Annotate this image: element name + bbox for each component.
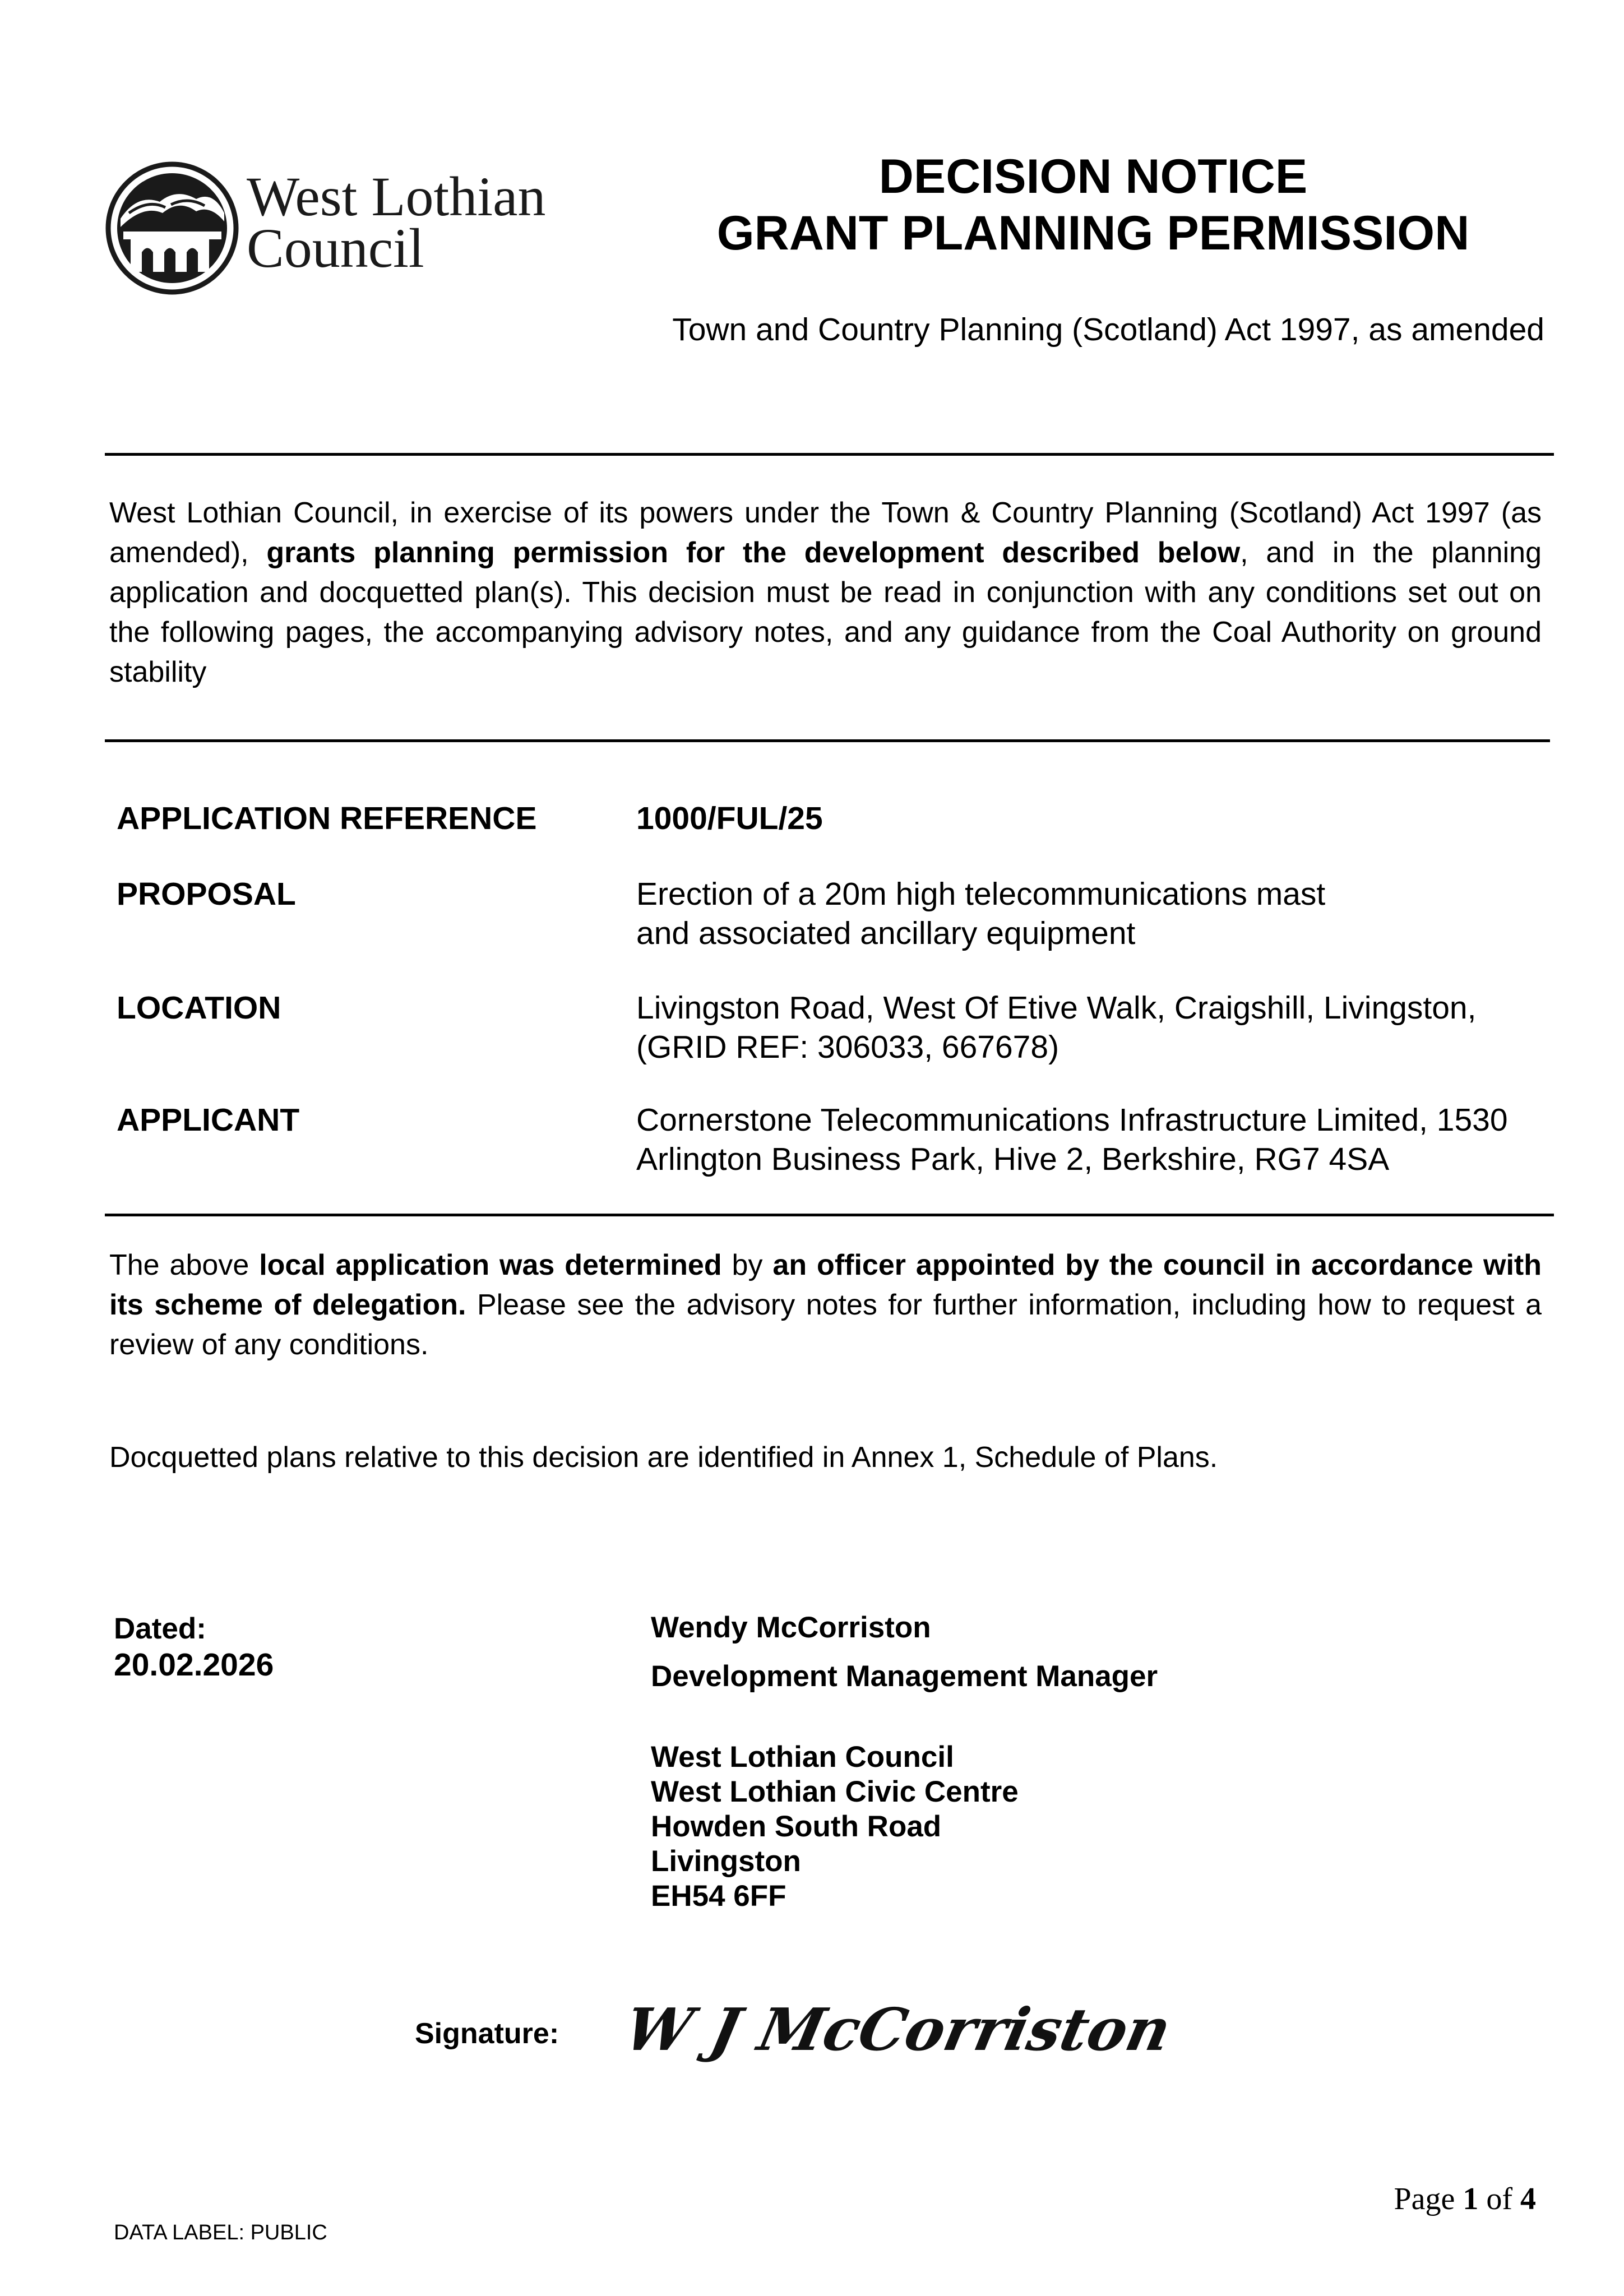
applicant-label: APPLICANT [117,1102,300,1138]
location-label: LOCATION [117,990,281,1026]
determination-text-1: The above [109,1249,260,1281]
council-logo-wordmark [247,165,546,279]
determination-paragraph [109,1246,1542,1365]
logo-line-1: West Lothian [247,165,546,228]
divider-top [105,453,1554,456]
location-line-2: (GRID REF: 306033, 667678) [636,1029,1059,1065]
logo-line-2: Council [247,217,424,279]
council-address [651,1740,1019,1914]
dated-label: Dated: [114,1612,206,1645]
address-line-2: West Lothian Civic Centre [651,1775,1019,1808]
page-current: 1 [1463,2182,1479,2216]
reference-value: 1000/FUL/25 [636,800,823,836]
page-word: Page [1394,2182,1455,2216]
address-line-3: Howden South Road [651,1810,942,1843]
applicant-line-1: Cornerstone Telecommunications Infrastructure Limited, 1530 [636,1102,1508,1138]
document-title-line-2: GRANT PLANNING PERMISSION [716,206,1470,260]
intro-text-end: , and in the planning application and docquetted plan(s). This decision must be read in conjunction with any conditions set out on the following pages, the accompanying advisory notes, and any guidance from the Coal Authority on ground stability [109,536,1542,688]
signatory-role: Development Management Manager [651,1660,1158,1693]
dated-value: 20.02.2026 [114,1647,274,1683]
signatory-name: Wendy McCorriston [651,1611,931,1644]
address-line-4: Livingston [651,1845,801,1878]
divider-middle [105,739,1550,742]
proposal-line-2: and associated ancillary equipment [636,915,1136,951]
intro-text-start: West Lothian Council, in exercise of its powers under the Town & Country Planning (Scotland) Act 1997 (as amended), [109,497,1542,569]
viaduct-emblem-icon [104,160,241,297]
legislation-subtitle: Town and Country Planning (Scotland) Act 1997, as amended [672,312,1544,348]
address-line-1: West Lothian Council [651,1740,954,1774]
intro-text-bold: grants planning permission for the development described below [266,536,1241,569]
document-title-line-1: DECISION NOTICE [878,150,1308,203]
page-total: 4 [1520,2182,1536,2216]
determination-text-2: by [721,1249,773,1281]
determination-bold-1: local application was determined [259,1249,722,1281]
divider-bottom [105,1214,1554,1216]
data-classification-label: DATA LABEL: PUBLIC [114,2221,327,2244]
determination-bold-2: an officer appointed by the council in accordance with its scheme of delegation. [109,1249,1542,1321]
handwritten-signature [618,1987,1177,2077]
page-number [1306,2181,1536,2218]
applicant-line-2: Arlington Business Park, Hive 2, Berkshire, RG7 4SA [636,1141,1390,1177]
location-line-1: Livingston Road, West Of Etive Walk, Craigshill, Livingston, [636,990,1477,1026]
signature-label: Signature: [415,2017,559,2050]
determination-text-3: Please see the advisory notes for further information, including how to request a review of any conditions. [109,1289,1542,1361]
proposal-label: PROPOSAL [117,876,296,912]
address-line-5: EH54 6FF [651,1880,786,1913]
proposal-line-1: Erection of a 20m high telecommunications mast [636,876,1326,912]
reference-label: APPLICATION REFERENCE [117,800,537,836]
intro-paragraph [109,493,1542,692]
proposal-value [636,874,1561,953]
page-of: of [1486,2182,1512,2216]
applicant-value [636,1100,1561,1179]
council-logo [104,160,608,300]
location-value [636,988,1561,1067]
docquetted-plans-note: Docquetted plans relative to this decision are identified in Annex 1, Schedule of Plans. [109,1441,1218,1474]
signature-text: W J McCorriston [618,1995,1177,2064]
